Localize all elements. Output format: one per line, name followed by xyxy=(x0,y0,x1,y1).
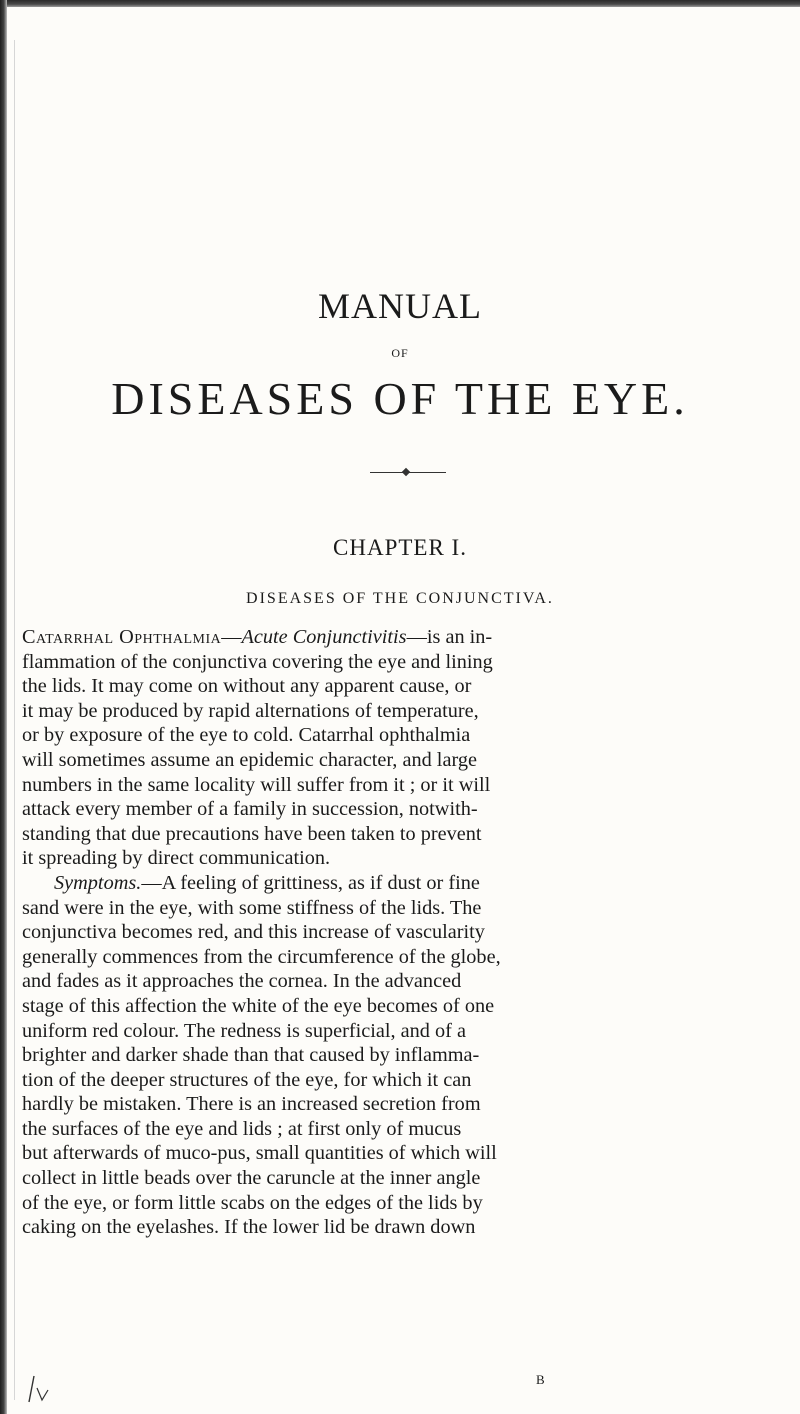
paragraph-2-line: of the eye, or form little scabs on the edges of the lids by xyxy=(22,1191,483,1214)
title-manual: MANUAL xyxy=(318,286,482,326)
paragraph-2-line: uniform red colour. The redness is superficial, and of a xyxy=(22,1019,466,1042)
paragraph-2-line: conjunctiva becomes red, and this increase of vascularity xyxy=(22,921,485,944)
paragraph-1-line: or by exposure of the eye to cold. Catarrhal ophthalmia xyxy=(22,724,471,747)
title-of: OF xyxy=(391,346,409,360)
paragraph-2-line-rest: —A feeling of grittiness, as if dust or fine xyxy=(141,871,480,894)
handwritten-mark xyxy=(26,1374,56,1404)
paragraph-2-line: hardly be mistaken. There is an increased secretion from xyxy=(22,1093,481,1116)
paragraph-1-first-line xyxy=(22,625,780,650)
paragraph-1-line-rest: —is an in- xyxy=(406,626,493,648)
paragraph-2-line: stage of this affection the white of the eye becomes of one xyxy=(22,994,495,1017)
paragraph-1-line: will sometimes assume an epidemic character, and large xyxy=(22,748,477,771)
paragraph-2-line: tion of the deeper structures of the eye, for which it can xyxy=(22,1068,472,1091)
paragraph-2-line: but afterwards of muco-pus, small quantities of which will xyxy=(22,1142,497,1165)
paragraph-2-line: the surfaces of the eye and lids ; at first only of mucus xyxy=(22,1117,462,1140)
page-margin-line xyxy=(14,40,15,1400)
paragraph-1-line: it may be produced by rapid alternations of temperature, xyxy=(22,699,479,722)
paragraph-2-line: generally commences from the circumference of the globe, xyxy=(22,945,501,968)
paragraph-1-line: it spreading by direct communication. xyxy=(22,847,331,870)
chapter-heading: CHAPTER I. xyxy=(333,535,467,560)
paragraph-2-first-line xyxy=(22,871,780,896)
signature-mark: B xyxy=(536,1372,545,1387)
title-main: DISEASES OF THE EYE. xyxy=(111,373,689,424)
paragraph-2-line: collect in little beads over the caruncle at the inner angle xyxy=(22,1167,481,1190)
ornamental-divider xyxy=(370,472,446,473)
page-top-edge xyxy=(0,0,800,7)
lead-synonym: Acute Conjunctivitis xyxy=(241,626,407,648)
section-heading: DISEASES OF THE CONJUNCTIVA. xyxy=(246,590,554,607)
paragraph-2-line: caking on the eyelashes. If the lower lid be drawn down xyxy=(22,1216,476,1239)
symptoms-heading: Symptoms. xyxy=(54,871,142,894)
paragraph-1-line: flammation of the conjunctiva covering the eye and lining xyxy=(22,650,493,673)
paragraph-1-line: attack every member of a family in succession, notwith- xyxy=(22,798,478,821)
paragraph-1-line: numbers in the same locality will suffer from it ; or it will xyxy=(22,773,491,796)
paragraph-1-line: standing that due precautions have been taken to prevent xyxy=(22,822,482,845)
body-text xyxy=(22,625,780,1240)
paragraph-2-line: and fades as it approaches the cornea. In the advanced xyxy=(22,970,462,993)
paragraph-1-line: the lids. It may come on without any apparent cause, or xyxy=(22,675,472,698)
paragraph-2-line: sand were in the eye, with some stiffness of the lids. The xyxy=(22,896,482,919)
paragraph-2-line: brighter and darker shade than that caused by inflamma- xyxy=(22,1044,480,1067)
lead-term: Catarrhal Ophthalmia xyxy=(22,626,222,648)
page-binding-edge xyxy=(0,0,7,1414)
dash: — xyxy=(221,626,242,648)
